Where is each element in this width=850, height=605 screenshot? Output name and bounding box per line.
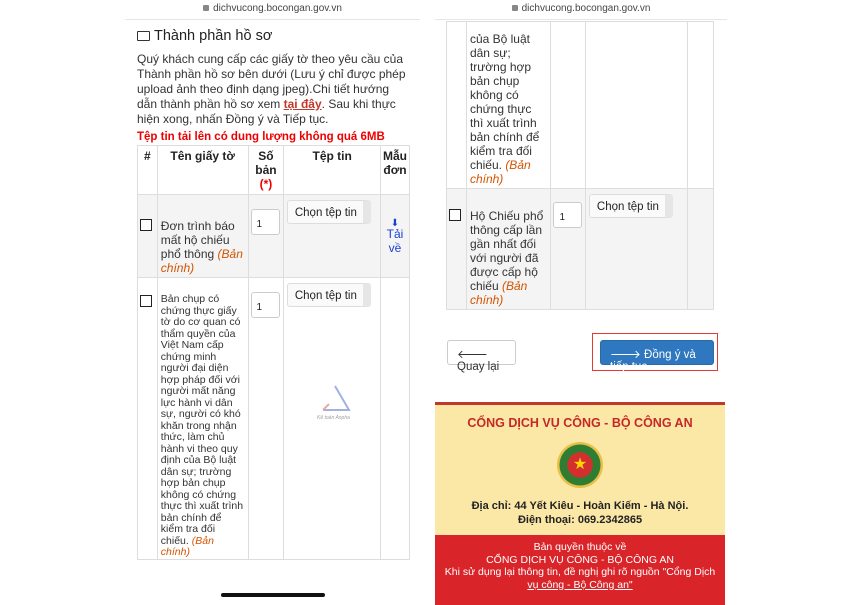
intro-text bbox=[137, 52, 412, 127]
download-label: Tải về bbox=[386, 227, 404, 255]
table-row bbox=[447, 22, 714, 189]
home-indicator bbox=[221, 593, 325, 597]
document-type: (Bản chính) bbox=[469, 158, 531, 186]
footer-copyright bbox=[435, 535, 725, 605]
document-name-text: của Bộ luật dân sự; trường hợp bản chụp không có chứng thực thì xuất trình bản chính để kiểm tra đối chiếu. bbox=[469, 32, 540, 172]
footer-address: Địa chỉ: 44 Yết Kiêu - Hoàn Kiếm - Hà Nội. bbox=[471, 500, 689, 512]
url-text: dichvucong.bocongan.gov.vn bbox=[213, 3, 342, 14]
document-name bbox=[466, 189, 551, 310]
back-label: Quay lại bbox=[457, 361, 500, 373]
col-name: Tên giấy tờ bbox=[157, 146, 248, 195]
file-size-warning: Tệp tin tải lên có dung lượng không quá 6MB bbox=[137, 131, 385, 143]
folder-icon bbox=[137, 31, 150, 41]
col-copies bbox=[248, 146, 284, 195]
copyright-line: Khi sử dụng lại thông tin, đề nghị ghi rõ nguồn "Cổng Dịch bbox=[444, 566, 716, 578]
table-row bbox=[138, 195, 410, 278]
documents-table-continued bbox=[446, 21, 714, 310]
document-name-text: Hộ Chiếu phổ thông cấp lần gần nhất đối với người đã được cấp hộ chiếu bbox=[469, 209, 544, 293]
copies-input[interactable]: 1 bbox=[251, 209, 280, 235]
document-name bbox=[157, 195, 248, 278]
documents-table bbox=[137, 145, 410, 560]
document-name bbox=[466, 22, 551, 189]
lock-icon bbox=[512, 5, 518, 11]
document-type: (Bản chính) bbox=[469, 279, 528, 307]
footer-phone: Điện thoại: 069.2342865 bbox=[517, 514, 643, 526]
section-title-text: Thành phần hồ sơ bbox=[154, 28, 273, 44]
address-bar[interactable] bbox=[125, 2, 420, 20]
copyright-line: Bản quyền thuộc về bbox=[533, 541, 627, 553]
choose-file-button[interactable]: Chọn tệp tin bbox=[287, 200, 371, 224]
table-row bbox=[138, 278, 410, 560]
choose-file-button[interactable]: Chọn tệp tin bbox=[589, 194, 673, 218]
required-mark: (*) bbox=[259, 177, 273, 191]
watermark-logo bbox=[315, 382, 355, 422]
back-button[interactable] bbox=[447, 340, 516, 373]
address-bar[interactable] bbox=[435, 2, 727, 20]
copyright-source-link[interactable]: vụ công - Bộ Công an" bbox=[527, 578, 633, 591]
footer-title: CỔNG DỊCH VỤ CÔNG - BỘ CÔNG AN bbox=[467, 416, 693, 430]
footer-info bbox=[435, 402, 725, 535]
document-type: (Bản chính) bbox=[160, 247, 243, 275]
row-checkbox[interactable] bbox=[140, 219, 152, 231]
document-name-text: Đơn trình báo mất hộ chiếu phổ thông bbox=[160, 219, 235, 261]
col-copies-label: Số bản bbox=[255, 149, 277, 177]
col-index: # bbox=[138, 146, 158, 195]
col-template: Mẫu đơn bbox=[380, 146, 409, 195]
agree-continue-button[interactable] bbox=[600, 340, 714, 373]
document-name bbox=[157, 278, 248, 560]
col-file: Tệp tin bbox=[284, 146, 381, 195]
row-checkbox[interactable] bbox=[140, 295, 152, 307]
intro-part: Quý khách cung cấp các giấy tờ theo yêu cầu của Thành phần hồ sơ bên dưới (Lưu ý chỉ được phép upload ảnh theo định dạng jpeg).Chi tiết hướng dẫn thành phần hồ sơ xem bbox=[137, 52, 406, 111]
row-checkbox[interactable] bbox=[449, 209, 461, 221]
intro-part: . Sau khi thực hiện xong, nhấn Đồng ý và Tiếp tục. bbox=[137, 97, 396, 126]
guide-link[interactable]: tại đây bbox=[283, 97, 322, 111]
copyright-line: CỔNG DỊCH VỤ CÔNG - BỘ CÔNG AN bbox=[486, 553, 674, 566]
police-emblem-icon: ★ bbox=[557, 442, 603, 488]
url-text: dichvucong.bocongan.gov.vn bbox=[521, 3, 651, 14]
download-template-link[interactable] bbox=[380, 195, 409, 278]
watermark-text: Kế toán Anpha bbox=[317, 415, 350, 421]
arrow-left-icon: 🡐 bbox=[457, 349, 488, 361]
copies-input[interactable]: 1 bbox=[251, 292, 280, 318]
download-icon: ⬇ bbox=[390, 218, 400, 229]
lock-icon bbox=[203, 5, 209, 11]
document-type: (Bản chính) bbox=[160, 534, 214, 558]
document-name-text: Bản chụp có chứng thực giấy tờ do cơ quan có thẩm quyền của Việt Nam cấp chứng minh người đại diện hợp pháp đối với người mất năng lực hành vi dân sự, người có khó khăn trong nhận thức, làm chủ hành vi theo quy định của Bộ luật dân sự; trường hợp bản chụp không có chứng thực thì xuất trình bản chính để kiểm tra đối chiếu. bbox=[160, 293, 244, 547]
section-title bbox=[137, 28, 272, 44]
left-screen bbox=[125, 0, 420, 605]
choose-file-button[interactable]: Chọn tệp tin bbox=[287, 283, 371, 307]
table-row bbox=[447, 189, 714, 310]
arrow-right-icon: 🡒 bbox=[610, 349, 641, 361]
right-screen bbox=[435, 0, 727, 605]
copies-input[interactable]: 1 bbox=[553, 202, 582, 228]
next-label: Đồng ý và tiếp tục bbox=[610, 349, 696, 373]
